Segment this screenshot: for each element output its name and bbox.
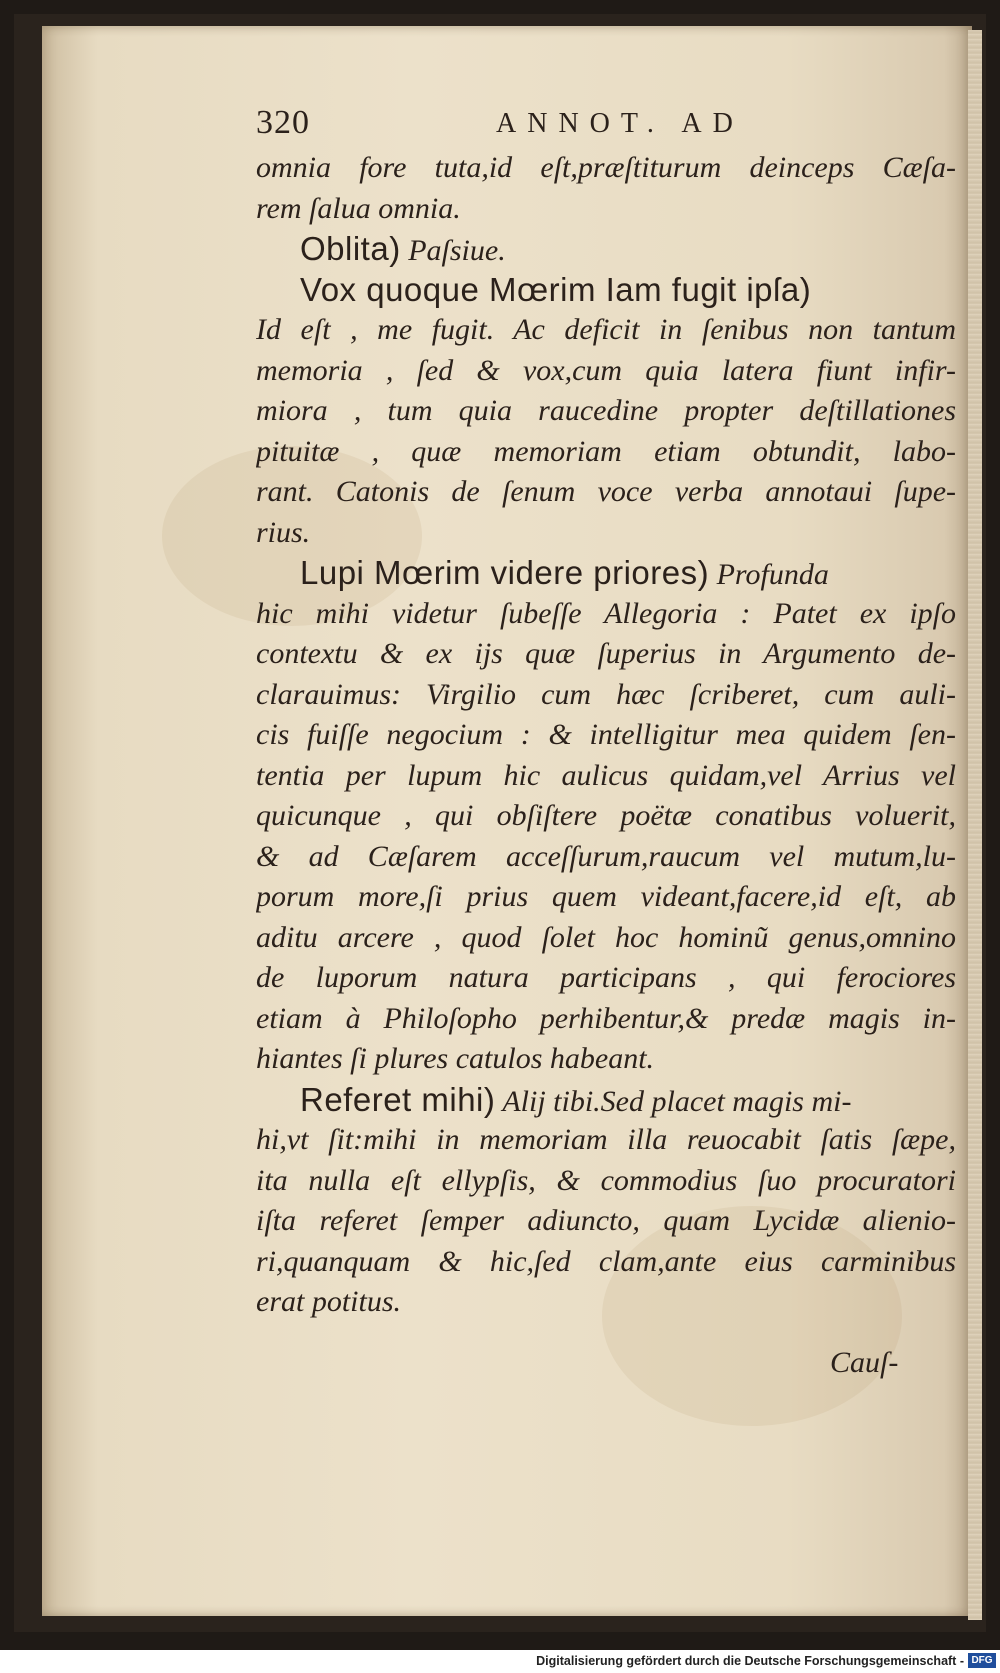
text-line: erat potitus. [256, 1285, 402, 1318]
text-line: pituitæ , quæ memoriam etiam obtundit, labo- [256, 434, 956, 468]
gloss: Profunda [709, 558, 829, 591]
text-line: hiantes ſi plures catulos habeant. [256, 1042, 655, 1075]
text-line: omnia fore tuta,id eſt,præſtiturum deinceps Cæſa- [256, 151, 956, 184]
lemma-line [256, 229, 956, 270]
text-line: hi,vt ſit:mihi in memoriam illa reuocabit ſatis ſæpe, [256, 1123, 956, 1156]
page-number: 320 [256, 104, 310, 141]
text-line: Id eſt , me fugit. Ac deficit in ſenibus non tantum [256, 313, 956, 346]
lemma-line [256, 270, 956, 311]
gloss: Alij tibi.Sed placet magis mi- [495, 1084, 852, 1118]
text-line: tentia per lupum hic aulicus quidam,vel Arrius vel [256, 758, 956, 792]
text-line: de luporum natura participans , qui ferociores [256, 961, 956, 994]
page-text [256, 104, 956, 1323]
page-edge [968, 30, 982, 1620]
text-line: memoria , ſed & vox,cum quia latera fiunt infir- [256, 353, 956, 387]
text-line: & ad Cæſarem acceſſurum,raucum vel mutum,lu- [256, 839, 956, 873]
running-head: ANNOT. AD [496, 108, 744, 139]
text-line: hic mihi videtur ſubeſſe Allegoria : Patet ex ipſo [256, 596, 956, 630]
text-line: rem ſalua omnia. [256, 191, 461, 225]
text-line: ri,quanquam & hic,ſed clam,ante eius carminibus [256, 1244, 956, 1278]
text-line: porum more,ſi prius quem videant,facere,id eſt, ab [256, 880, 956, 913]
text-line: clarauimus: Virgilio cum hæc ſcriberet, cum auli- [256, 677, 956, 711]
catchword: Cauſ- [830, 1346, 899, 1379]
lemma: Referet mihi) [300, 1080, 496, 1118]
text-line: cis fuiſſe negocium : & intelligitur mea quidem ſen- [256, 718, 956, 751]
text-line: etiam à Philoſopho perhibentur,& predæ magis in- [256, 1001, 956, 1035]
text-line: contextu & ex ijs quæ ſuperius in Argumento de- [256, 637, 956, 670]
text-line: ita nulla eſt ellypſis, & commodius ſuo procuratori [256, 1163, 956, 1197]
gloss: Paſsiue. [400, 234, 506, 267]
text-line: miora , tum quia raucedine propter deſtillationes [256, 394, 956, 427]
lemma-line [256, 1080, 956, 1121]
text-line: quicunque , qui obſiſtere poëtæ conatibus voluerit, [256, 799, 956, 832]
lemma: Vox quoque Mœrim Iam fugit ipſa) [300, 270, 812, 308]
dfg-logo: DFG [968, 1653, 996, 1668]
text-line: rant. Catonis de ſenum voce verba annotaui ſupe- [256, 475, 956, 508]
lemma: Lupi Mœrim videre priores) [300, 554, 710, 591]
lemma-line [256, 553, 956, 594]
text-line: rius. [256, 515, 311, 549]
text-line: iſta referet ſemper adiuncto, quam Lycidæ alienio- [256, 1204, 956, 1237]
lemma: Oblita) [300, 230, 401, 267]
text-line: aditu arcere , quod ſolet hoc hominũ genus,omnino [256, 920, 956, 954]
page-header [256, 104, 956, 148]
funding-credit: Digitalisierung gefördert durch die Deutsche Forschungsgemeinschaft - [536, 1654, 964, 1668]
digitization-footer [0, 1650, 1000, 1673]
